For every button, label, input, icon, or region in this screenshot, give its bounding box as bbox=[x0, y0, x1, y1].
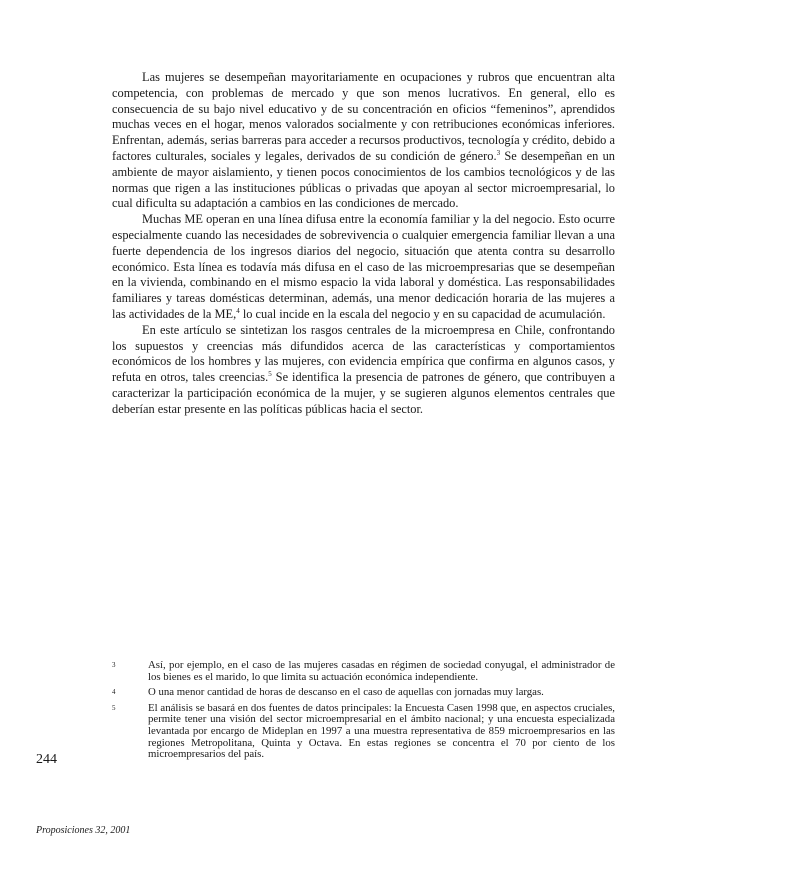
footnote-4 bbox=[112, 687, 615, 699]
paragraph-3 bbox=[112, 323, 615, 418]
footnote-text: O una menor cantidad de horas de descanso en el caso de aquellas con jornadas muy largas. bbox=[148, 686, 544, 699]
paragraph-text-continued: lo cual incide en la escala del negocio y en su capacidad de acumulación. bbox=[239, 306, 606, 321]
paragraph-text: Las mujeres se desempeñan mayoritariamente en ocupaciones y rubros que encuentran alta competencia, con problemas de mercado y que son menos lucrativos. En general, ello es consecuencia de su bajo nivel educativo y de su concentración en oficios “femeninos”, aprendidos muchas veces en el hogar, menos valorados socialmente y con retribuciones económicas inferiores. Enfrentan, además, serias barreras para acceder a recursos productivos, tecnología y crédito, debido a factores culturales, sociales y legales, derivados de su condición de género. bbox=[112, 70, 615, 163]
footnote-reference-3[interactable]: 3 bbox=[496, 148, 501, 157]
paragraph-text-continued: Se desempeñan en un ambiente de mayor aislamiento, y tienen pocos conocimientos de los cambios tecnológicos y de las normas que rigen a las instituciones públicas o privadas que apoyan al sector microempresarial, lo cual dificulta su adaptación a cambios en las condiciones de mercado. bbox=[112, 148, 615, 211]
footnote-3 bbox=[112, 660, 615, 683]
footnote-number: 4 bbox=[112, 688, 116, 697]
paragraph-text-continued: Se identifica la presencia de patrones de género, que contribuyen a caracterizar la participación económica de la mujer, y se sugieren algunos elementos centrales que deberían estar presente en las políticas públicas hacia el sector. bbox=[112, 370, 615, 416]
footnote-number: 5 bbox=[112, 703, 116, 712]
paragraph-text: Muchas ME operan en una línea difusa entre la economía familiar y la del negocio. Esto ocurre especialmente cuando las necesidades de sobrevivencia o cualquier emergencia familiar llevan a una fuerte dependencia de los ingresos diarios del negocio, situación que atenta contra su desarrollo económico. Esta línea es todavía más difusa en el caso de las microempresarias que se desempeñan en la vivienda, combinando en el mismo espacio la vida laboral y doméstica. Las responsabilidades familiares y tareas domésticas determinan, además, una menor dedicación horaria de las mujeres a las actividades de la ME, bbox=[112, 212, 615, 321]
article-body bbox=[112, 70, 615, 418]
paragraph-text: En este artículo se sintetizan los rasgos centrales de la microempresa en Chile, confrontando los supuestos y creencias más difundidos acerca de las características y comportamientos económicos de los hombres y las mujeres, con evidencia empírica que confirma en algunos casos, y refuta en otros, tales creencias. bbox=[112, 322, 615, 385]
running-footer: Proposiciones 32, 2001 bbox=[36, 825, 131, 836]
footnote-5 bbox=[112, 703, 615, 761]
footnote-reference-4[interactable]: 4 bbox=[236, 306, 240, 315]
footnote-text: El análisis se basará en dos fuentes de datos principales: la Encuesta Casen 1998 que, en aspectos cruciales, permite tener una visión del sector microempresarial en el ámbito nacional; y una encuesta especializada levantada por encargo de Mideplan en 1997 a una muestra representativa de 859 microempresarios en las regiones Metropolitana, Quinta y Octava. En estas regiones se concentra el 70 por ciento de los microempresarios del país. bbox=[148, 701, 615, 761]
footnotes bbox=[112, 660, 615, 765]
paragraph-1 bbox=[112, 70, 615, 212]
paragraph-2 bbox=[112, 212, 615, 323]
footnote-text: Así, por ejemplo, en el caso de las mujeres casadas en régimen de sociedad conyugal, el administrador de los bienes es el marido, lo que limita su actuación económica independiente. bbox=[148, 659, 615, 683]
page-number: 244 bbox=[36, 752, 57, 767]
footnote-reference-5[interactable]: 5 bbox=[268, 370, 272, 379]
footnote-number: 3 bbox=[112, 661, 116, 669]
